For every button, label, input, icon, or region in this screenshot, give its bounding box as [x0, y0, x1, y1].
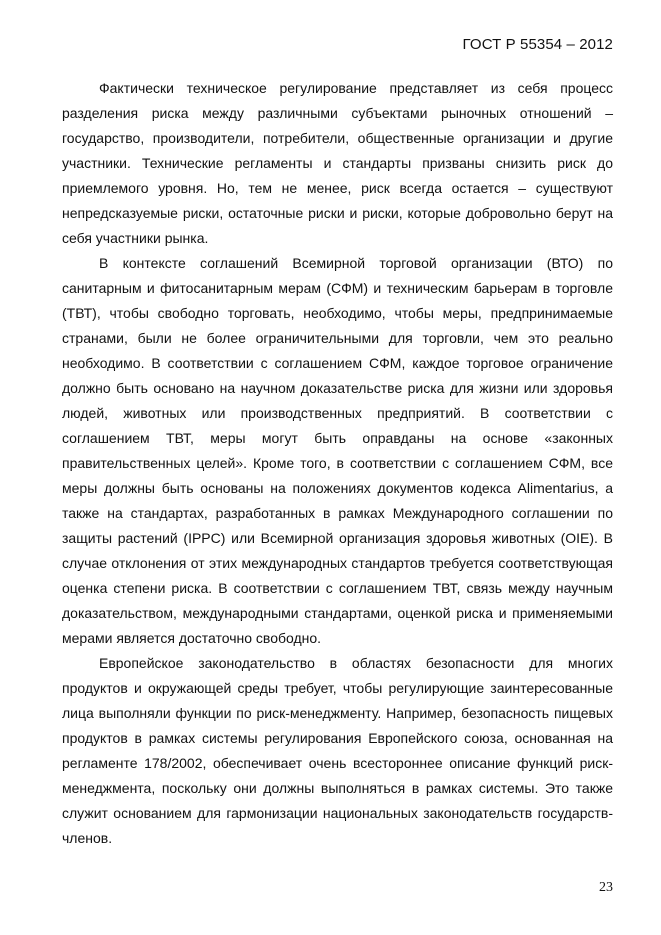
paragraph-wto-agreements: В контексте соглашений Всемирной торговой организации (ВТО) по санитарным и фитосанитарным мерам (СФМ) и техническим барьерам в торговле (ТВТ), чтобы свободно торговать, необходимо, чтобы меры, предпринимаемые странами, были не более ограничительными для торговли, чем это реально необходимо. В соответствии с соглашением СФМ, каждое торговое ограничение должно быть основано на научном доказательстве риска для жизни или здоровья людей, животных или производственных предприятий. В соответствии с соглашением ТВТ, меры могут быть оправданы на основе «законных правительственных целей». Кроме того, в соответствии с соглашением СФМ, все меры должны быть основаны на положениях документов кодекса Alimentarius, а также на стандартах, разработанных в рамках Международного соглашении по защиты растений (IPPC) или Всемирной организация здоровья животных (OIE). В случае отклонения от этих международных стандартов требуется соответствующая оценка степени риска. В соответствии с соглашением ТВТ, связь между научным доказательством, международными стандартами, оценкой риска и применяемыми мерами является достаточно свободно. [62, 255, 613, 646]
page-number: 23 [599, 880, 613, 895]
paragraph-technical-regulation: Фактически техническое регулирование представляет из себя процесс разделения риска между различными субъектами рыночных отношений – государство, производители, потребители, общественные организации и другие участники. Технические регламенты и стандарты призваны снизить риск до приемлемого уровня. Но, тем не менее, риск всегда остается – существуют непредсказуемые риски, остаточные риски и риски, которые добровольно берут на себя участники рынка. [62, 80, 613, 246]
standard-code-header: ГОСТ Р 55354 – 2012 [462, 36, 613, 53]
document-body [62, 76, 613, 851]
paragraph-european-legislation: Европейское законодательство в областях безопасности для многих продуктов и окружающей среды требует, чтобы регулирующие заинтересованные лица выполняли функции по риск-менеджменту. Например, безопасность пищевых продуктов в рамках системы регулирования Европейского союза, основанная на регламенте 178/2002, обеспечивает очень всестороннее описание функций риск-менеджмента, поскольку они должны выполняться в рамках системы. Это также служит основанием для гармонизации национальных законодательств государств-членов. [62, 655, 613, 846]
